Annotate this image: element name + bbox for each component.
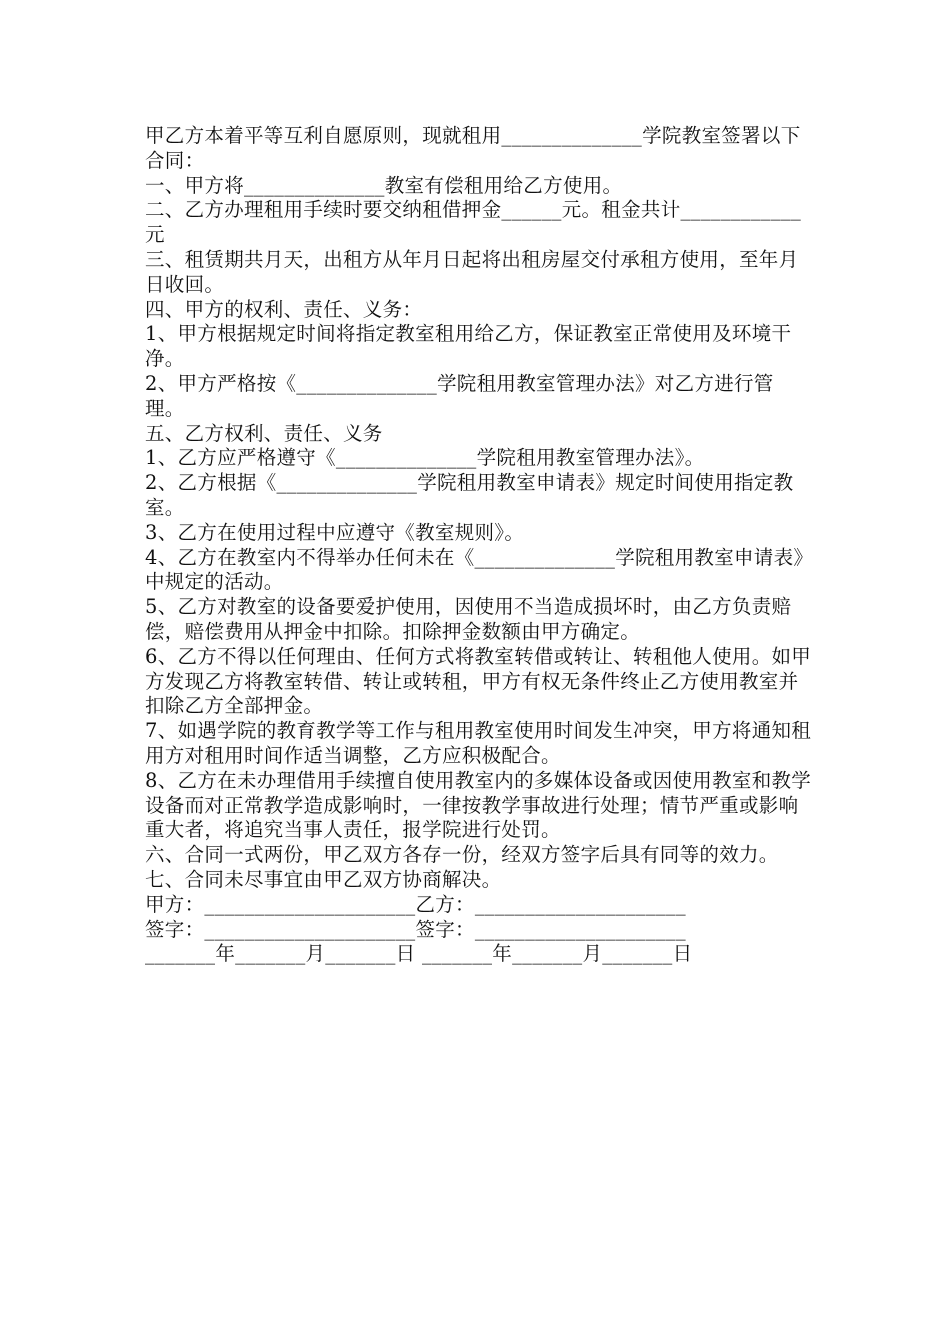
party-b-item-6: 6、乙方不得以任何理由、任何方式将教室转借或转让、转租他人使用。如甲方发现乙方将教室转借、转让或转租，甲方有权无条件终止乙方使用教室并扣除乙方全部押金。 — [145, 644, 812, 718]
intro-paragraph: 甲乙方本着平等互利自愿原则，现就租用______________学院教室签署以下合同： — [145, 124, 801, 172]
clause-1: 一、甲方将______________教室有偿租用给乙方使用。 — [145, 173, 623, 197]
party-b-item-1: 1、乙方应严格遵守《______________学院租用教室管理办法》。 — [145, 446, 705, 470]
date-line: _______年_______月_______日 _______年_______月_______日 — [145, 942, 693, 966]
party-b-item-4: 4、乙方在教室内不得举办任何未在《______________学院租用教室申请表》中规定的活动。 — [145, 545, 804, 594]
party-a-item-2: 2、甲方严格按《______________学院租用教室管理办法》对乙方进行管理。 — [145, 371, 774, 420]
party-b-item-2: 2、乙方根据《______________学院租用教室申请表》规定时间使用指定教室。 — [145, 471, 794, 519]
signature-line: 签字：_____________________签字：_____________________ — [145, 917, 686, 941]
clause-2: 二、乙方办理租用手续时要交纳租借押金______元。租金共计____________元 — [145, 198, 802, 247]
clause-3: 三、租赁期共月天，出租方从年月日起将出租房屋交付承租方使用，至年月日收回。 — [145, 247, 799, 296]
party-names-line: 甲方：_____________________乙方：_____________________ — [145, 892, 686, 916]
section-heading-party-b: 五、乙方权利、责任、义务 — [145, 421, 383, 445]
party-a-item-1: 1、甲方根据规定时间将指定教室租用给乙方，保证教室正常使用及环境干净。 — [145, 322, 792, 371]
clause-6: 六、合同一式两份，甲乙双方各存一份，经双方签字后具有同等的效力。 — [145, 843, 779, 867]
section-heading-party-a: 四、甲方的权利、责任、义务： — [145, 297, 423, 321]
party-b-item-3: 3、乙方在使用过程中应遵守《教室规则》。 — [145, 520, 525, 544]
party-b-item-8: 8、乙方在未办理借用手续擅自使用教室内的多媒体设备或因使用教室和教学设备而对正常教学造成影响时，一律按教学事故进行处理；情节严重或影响重大者，将追究当事人责任，报学院进行处罚。 — [145, 768, 812, 842]
clause-7: 七、合同未尽事宜由甲乙双方协商解决。 — [145, 867, 502, 891]
party-b-item-5: 5、乙方对教室的设备要爱护使用，因使用不当造成损坏时，由乙方负责赔偿，赔偿费用从押金中扣除。扣除押金数额由甲方确定。 — [145, 595, 792, 643]
party-b-item-7: 7、如遇学院的教育教学等工作与租用教室使用时间发生冲突，甲方将通知租用方对租用时间作适当调整，乙方应积极配合。 — [145, 719, 812, 767]
contract-body — [145, 124, 813, 967]
